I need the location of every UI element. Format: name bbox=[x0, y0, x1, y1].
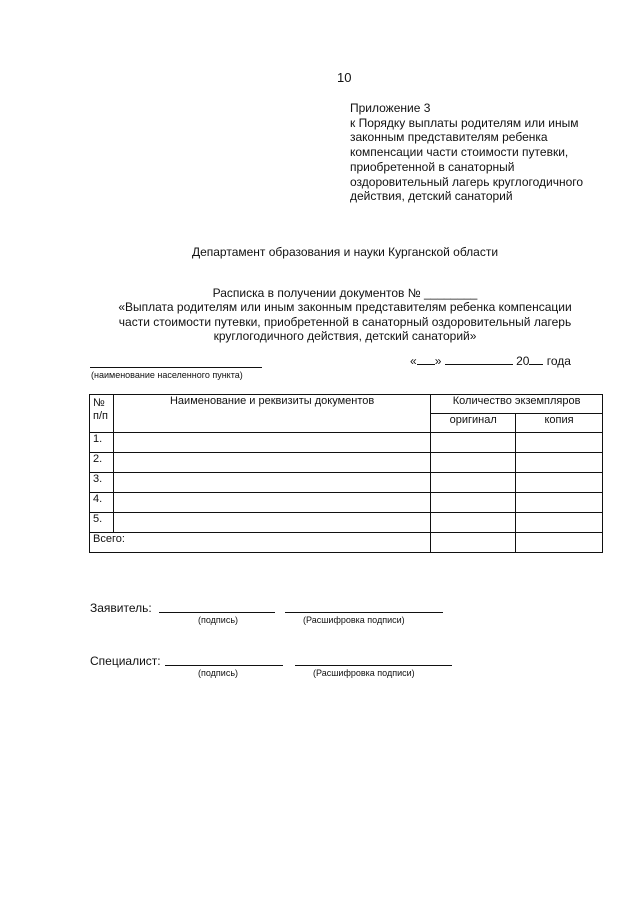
appendix-title: Приложение 3 bbox=[350, 101, 431, 115]
receipt-title: Расписка в получении документов № ________ bbox=[212, 286, 478, 300]
row-number: 3. bbox=[90, 473, 114, 493]
original-count-cell[interactable] bbox=[431, 513, 516, 533]
date-year-suffix: года bbox=[546, 354, 571, 368]
place-field[interactable] bbox=[90, 357, 262, 368]
documents-table bbox=[89, 394, 603, 553]
appendix-line: приобретенной в санаторный bbox=[350, 159, 515, 174]
applicant-name-caption: (Расшифровка подписи) bbox=[303, 615, 405, 625]
date-month-blank[interactable] bbox=[445, 354, 513, 365]
table-row bbox=[90, 473, 603, 493]
column-header-quantity: Количество экземпляров bbox=[431, 395, 603, 414]
specialist-name-caption: (Расшифровка подписи) bbox=[313, 668, 415, 678]
original-count-cell[interactable] bbox=[431, 473, 516, 493]
original-count-cell[interactable] bbox=[431, 433, 516, 453]
table-row bbox=[90, 493, 603, 513]
appendix-line: к Порядку выплаты родителям или иным bbox=[350, 115, 579, 130]
total-label: Всего: bbox=[90, 533, 431, 553]
date-open-quote: « bbox=[410, 354, 417, 368]
original-count-cell[interactable] bbox=[431, 453, 516, 473]
row-number: 2. bbox=[90, 453, 114, 473]
total-copy-cell[interactable] bbox=[516, 533, 603, 553]
original-count-cell[interactable] bbox=[431, 493, 516, 513]
total-original-cell[interactable] bbox=[431, 533, 516, 553]
department-name: Департамент образования и науки Курганской области bbox=[191, 245, 499, 259]
document-name-cell[interactable] bbox=[113, 513, 430, 533]
copy-count-cell[interactable] bbox=[516, 513, 603, 533]
specialist-name-field[interactable] bbox=[295, 655, 452, 666]
table-row bbox=[90, 453, 603, 473]
receipt-subtitle-line: части стоимости путевки, приобретенной в санаторный оздоровительный лагерь bbox=[118, 314, 572, 329]
applicant-name-field[interactable] bbox=[285, 602, 443, 613]
specialist-signature-caption: (подпись) bbox=[198, 668, 239, 678]
total-row bbox=[90, 533, 603, 553]
column-header-copy: копия bbox=[516, 414, 603, 433]
row-number: 4. bbox=[90, 493, 114, 513]
column-header-original: оригинал bbox=[431, 414, 516, 433]
column-header-number bbox=[90, 395, 114, 433]
table-row bbox=[90, 433, 603, 453]
appendix-line: действия, детский санаторий bbox=[350, 189, 513, 204]
date-year-blank[interactable] bbox=[529, 354, 543, 365]
column-header-number-text: № п/п bbox=[93, 397, 108, 422]
row-number: 5. bbox=[90, 513, 114, 533]
document-name-cell[interactable] bbox=[113, 433, 430, 453]
receipt-heading bbox=[80, 286, 610, 343]
appendix-line: компенсации части стоимости путевки, bbox=[350, 145, 569, 160]
specialist-label: Специалист: bbox=[90, 654, 161, 668]
place-caption: (наименование населенного пункта) bbox=[91, 370, 243, 380]
table-row bbox=[90, 513, 603, 533]
specialist-signature-field[interactable] bbox=[165, 655, 283, 666]
appendix-note bbox=[350, 101, 610, 204]
page-number: 10 bbox=[337, 70, 352, 85]
document-name-cell[interactable] bbox=[113, 473, 430, 493]
copy-count-cell[interactable] bbox=[516, 473, 603, 493]
date-year-prefix: 20 bbox=[516, 354, 530, 368]
document-name-cell[interactable] bbox=[113, 493, 430, 513]
applicant-signature-caption: (подпись) bbox=[198, 615, 239, 625]
row-number: 1. bbox=[90, 433, 114, 453]
receipt-subtitle-line: круглогодичного действия, детский санаторий» bbox=[213, 328, 477, 343]
date-field[interactable] bbox=[410, 354, 571, 368]
date-close-quote: » bbox=[434, 354, 442, 368]
applicant-signature-field[interactable] bbox=[159, 602, 275, 613]
column-header-name: Наименование и реквизиты документов bbox=[113, 395, 430, 433]
date-day-blank[interactable] bbox=[417, 354, 435, 365]
receipt-subtitle-line: «Выплата родителям или иным законным представителям ребенка компенсации bbox=[118, 300, 572, 315]
document-name-cell[interactable] bbox=[113, 453, 430, 473]
copy-count-cell[interactable] bbox=[516, 433, 603, 453]
copy-count-cell[interactable] bbox=[516, 453, 603, 473]
appendix-line: оздоровительный лагерь круглогодичного bbox=[350, 174, 584, 189]
appendix-line: законным представителям ребенка bbox=[350, 130, 548, 145]
copy-count-cell[interactable] bbox=[516, 493, 603, 513]
applicant-label: Заявитель: bbox=[90, 601, 152, 615]
